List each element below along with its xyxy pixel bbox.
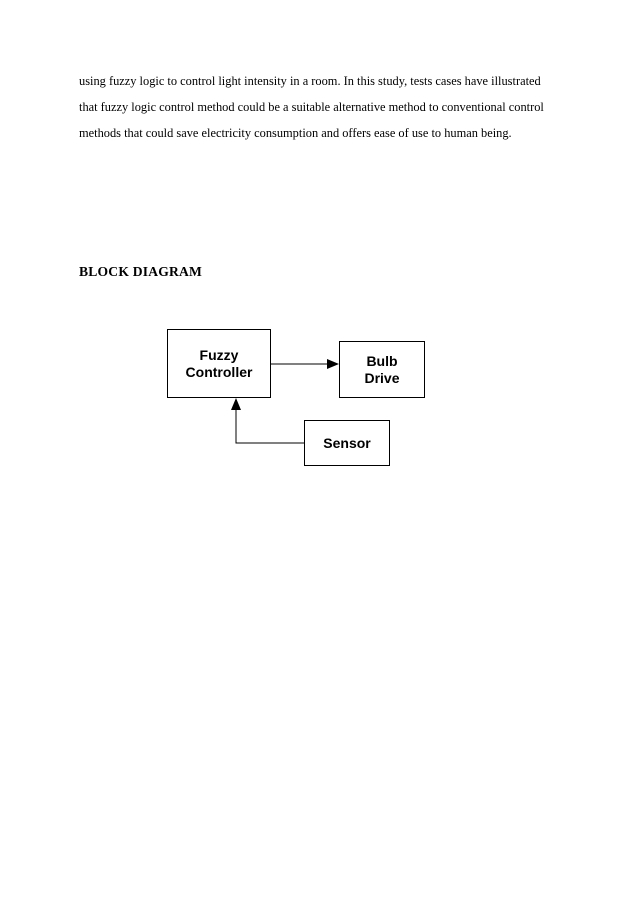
paragraph-line: that fuzzy logic control method could be a suitable alternative method to conventional control [79,100,544,114]
arrowhead-right [327,359,339,369]
fuzzy-controller-block: Fuzzy Controller [167,329,271,398]
paragraph-line: using fuzzy logic to control light intensity in a room. In this study, tests cases have illustrated [79,74,541,88]
paragraph-line: methods that could save electricity consumption and offers ease of use to human being. [79,126,512,140]
section-heading: BLOCK DIAGRAM [79,264,203,279]
sensor-block: Sensor [304,420,390,466]
arrowhead-up [231,398,241,410]
arrow-line-sensor-to-controller [236,408,304,443]
bulb-drive-block: Bulb Drive [339,341,425,398]
